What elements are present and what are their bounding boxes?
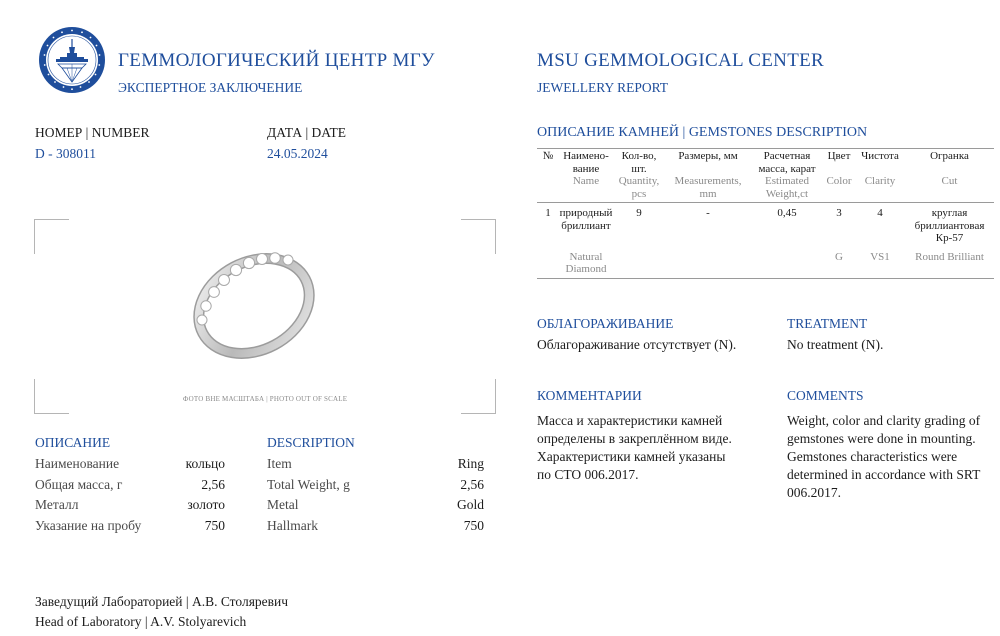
row-key: Металл — [35, 497, 79, 512]
treatment-en-heading: TREATMENT — [787, 316, 868, 331]
comments-ru-heading: КОММЕНТАРИИ — [537, 388, 642, 403]
table-header-cell: Quantity, pcs — [618, 175, 660, 200]
row-key: Metal — [267, 497, 299, 512]
row-key: Hallmark — [267, 518, 318, 533]
table-cell — [751, 245, 823, 279]
row-value: золото — [187, 497, 225, 512]
table-cell: G — [823, 245, 855, 279]
gemstones-heading: ОПИСАНИЕ КАМНЕЙ | GEMSTONES DESCRIPTION — [537, 125, 868, 140]
header-subtitle-en: JEWELLERY REPORT — [537, 80, 669, 95]
signature-en: Head of Laboratory | A.V. Stolyarevich — [35, 614, 247, 629]
header-subtitle-ru: ЭКСПЕРТНОЕ ЗАКЛЮЧЕНИЕ — [118, 80, 303, 95]
table-row — [537, 203, 994, 245]
treatment-ru-text: Облагораживание отсутствует (N). — [537, 337, 737, 352]
row-key: Item — [267, 456, 292, 471]
table-cell: 4 — [855, 203, 905, 245]
table-header-cell: Наимено-вание — [559, 149, 613, 176]
header-title-en: MSU GEMMOLOGICAL CENTER — [537, 50, 824, 71]
table-header-cell: Estimated Weight,ct — [765, 175, 809, 200]
ring-photo — [184, 234, 324, 364]
frame-corner — [461, 219, 496, 254]
comments-en-text: Weight, color and clarity grading of gemstones were done in mounting. Gemstones characteristics were determined in accordance with SRT 006.2017. — [787, 413, 981, 500]
table-cell — [537, 245, 559, 279]
photo-frame — [34, 219, 496, 414]
row-value: Ring — [457, 456, 484, 471]
table-header-cell: Чистота — [855, 149, 905, 176]
table-cell — [665, 245, 751, 279]
table-cell: 3 — [823, 203, 855, 245]
table-cell: природный бриллиант — [559, 203, 613, 245]
header-title-ru: ГЕММОЛОГИЧЕСКИЙ ЦЕНТР МГУ — [118, 50, 435, 71]
treatment-ru-heading: ОБЛАГОРАЖИВАНИЕ — [537, 316, 674, 331]
table-cell: Round Brilliant — [905, 245, 994, 279]
table-header-cell: № — [537, 149, 559, 176]
table-header-cell: Clarity — [864, 175, 896, 187]
msu-logo-emblem — [38, 26, 106, 94]
signature-ru: Заведущий Лабораторией | А.В. Столяревич — [35, 594, 289, 609]
description-ru-row — [35, 477, 225, 493]
table-cell: 1 — [537, 203, 559, 245]
row-key: Наименование — [35, 456, 120, 471]
table-header-cell: Цвет — [823, 149, 855, 176]
table-header-cell: Name — [572, 175, 600, 187]
description-en-heading: DESCRIPTION — [267, 435, 355, 450]
table-header-cell: Cut — [941, 175, 958, 187]
description-ru-row — [35, 497, 225, 513]
table-cell: круглая бриллиантовая Кр-57 — [905, 203, 994, 245]
row-value: кольцо — [185, 456, 225, 471]
table-cell: VS1 — [855, 245, 905, 279]
report-number-value: D - 308011 — [35, 146, 96, 161]
report-date-label: ДАТА | DATE — [267, 125, 347, 140]
frame-corner — [34, 219, 69, 254]
row-value: 2,56 — [201, 477, 225, 492]
description-en-row — [267, 518, 484, 534]
row-value: 750 — [204, 518, 225, 533]
table-cell: Natural Diamond — [559, 245, 613, 279]
treatment-en-text: No treatment (N). — [787, 337, 884, 352]
description-en-row — [267, 456, 484, 472]
row-key: Общая масса, г — [35, 477, 123, 492]
description-ru-row — [35, 518, 225, 534]
table-header-cell: Color — [826, 175, 852, 187]
table-header-cell — [537, 175, 559, 203]
table-header-cell: Расчетная масса, карат — [751, 149, 823, 176]
table-cell: - — [665, 203, 751, 245]
row-value: 750 — [463, 518, 484, 533]
table-cell — [613, 245, 665, 279]
description-ru-row — [35, 456, 225, 472]
table-header-cell: Размеры, мм — [665, 149, 751, 176]
table-header-cell: Кол-во, шт. — [613, 149, 665, 176]
table-row-en — [537, 245, 994, 279]
description-en-row — [267, 477, 484, 493]
comments-ru-text: Масса и характеристики камней определены в закреплённом виде. Характеристики камней указаны по СТО 006.2017. — [537, 413, 732, 482]
table-cell: 0,45 — [751, 203, 823, 245]
row-key: Указание на пробу — [35, 518, 142, 533]
gemstones-table — [537, 148, 994, 279]
report-number-label: НОМЕР | NUMBER — [35, 125, 150, 140]
table-header-cell: Measurements, mm — [674, 175, 742, 200]
table-header-row — [537, 149, 994, 176]
comments-en-heading: COMMENTS — [787, 388, 864, 403]
table-cell: 9 — [613, 203, 665, 245]
description-en-row — [267, 497, 484, 513]
row-value: 2,56 — [460, 477, 484, 492]
report-date-value: 24.05.2024 — [267, 146, 328, 161]
row-key: Total Weight, g — [267, 477, 350, 492]
photo-scale-note: ФОТО ВНЕ МАСШТАБА | PHOTO OUT OF SCALE — [182, 395, 348, 403]
row-value: Gold — [457, 497, 484, 512]
description-ru-heading: ОПИСАНИЕ — [35, 435, 111, 450]
table-header-row-en — [537, 175, 994, 203]
table-header-cell: Огранка — [905, 149, 994, 176]
